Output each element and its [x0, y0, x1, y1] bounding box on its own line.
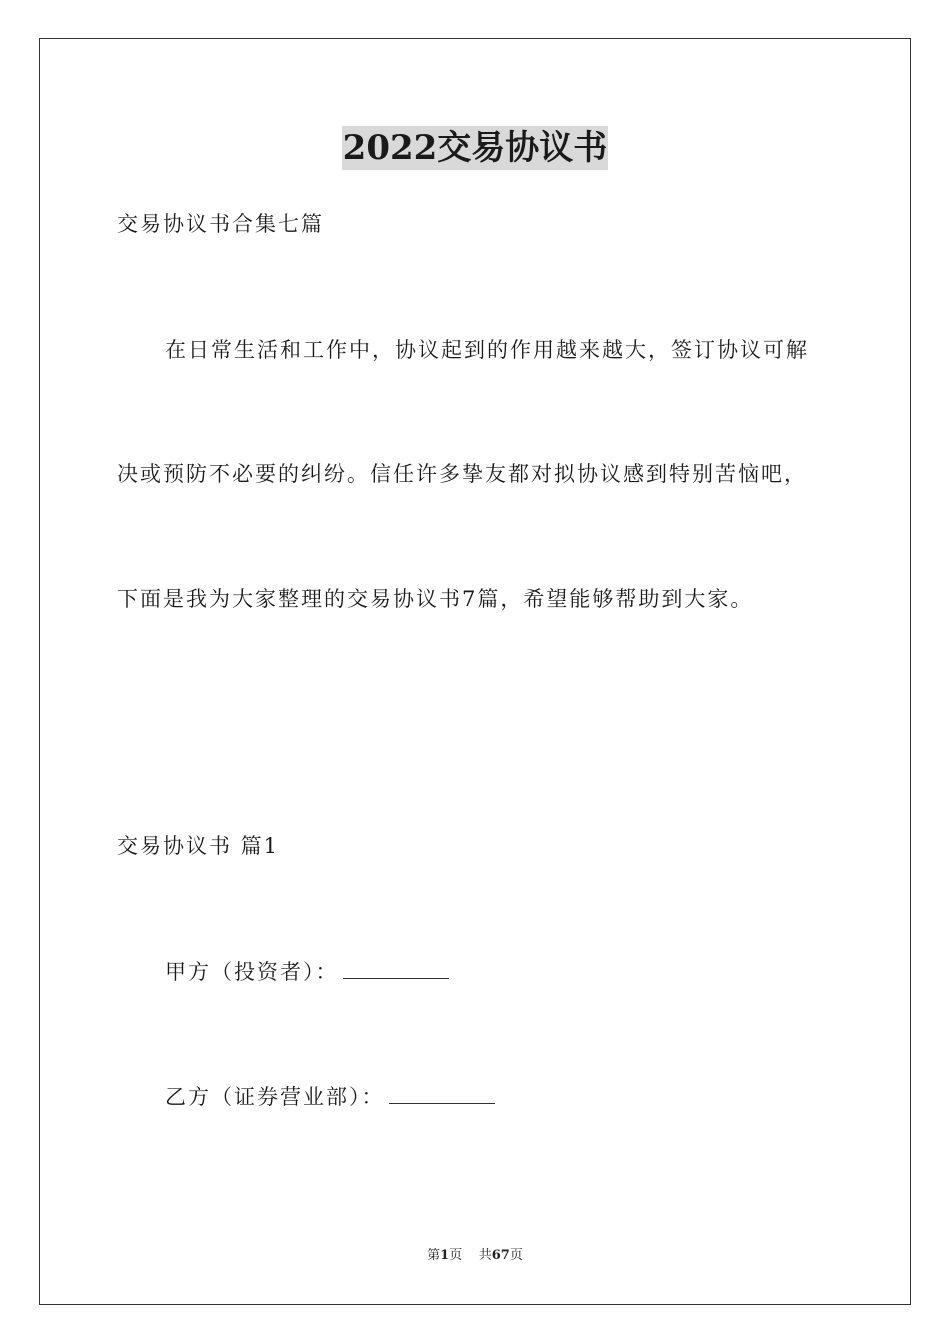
footer-page-prefix: 第 [427, 1248, 441, 1263]
title-container [0, 126, 950, 170]
party-a-line [165, 957, 449, 987]
document-subtitle: 交易协议书合集七篇 [117, 212, 324, 236]
intro-line-1: 在日常生活和工作中，协议起到的作用越来越大，签订协议可解 [165, 338, 809, 362]
footer-total-prefix: 共 [478, 1248, 492, 1263]
page-footer [0, 1247, 950, 1265]
footer-page-suffix: 页 [449, 1248, 463, 1263]
party-a-label: 甲方（投资者）： [165, 960, 339, 984]
footer-page-number: 1 [440, 1248, 450, 1263]
party-b-label: 乙方（证券营业部）： [165, 1085, 385, 1109]
party-a-blank[interactable] [343, 960, 449, 979]
section-heading: 交易协议书 篇1 [117, 834, 280, 858]
party-b-line [165, 1082, 495, 1112]
footer-total-pages: 67 [491, 1248, 510, 1263]
intro-line-3: 下面是我为大家整理的交易协议书7篇，希望能够帮助到大家。 [117, 587, 754, 611]
party-b-blank[interactable] [389, 1085, 495, 1104]
intro-line-2: 决或预防不必要的纠纷。信任许多挚友都对拟协议感到特别苦恼吧， [117, 462, 807, 486]
footer-total-suffix: 页 [509, 1248, 523, 1263]
document-title: 2022交易协议书 [342, 128, 608, 168]
